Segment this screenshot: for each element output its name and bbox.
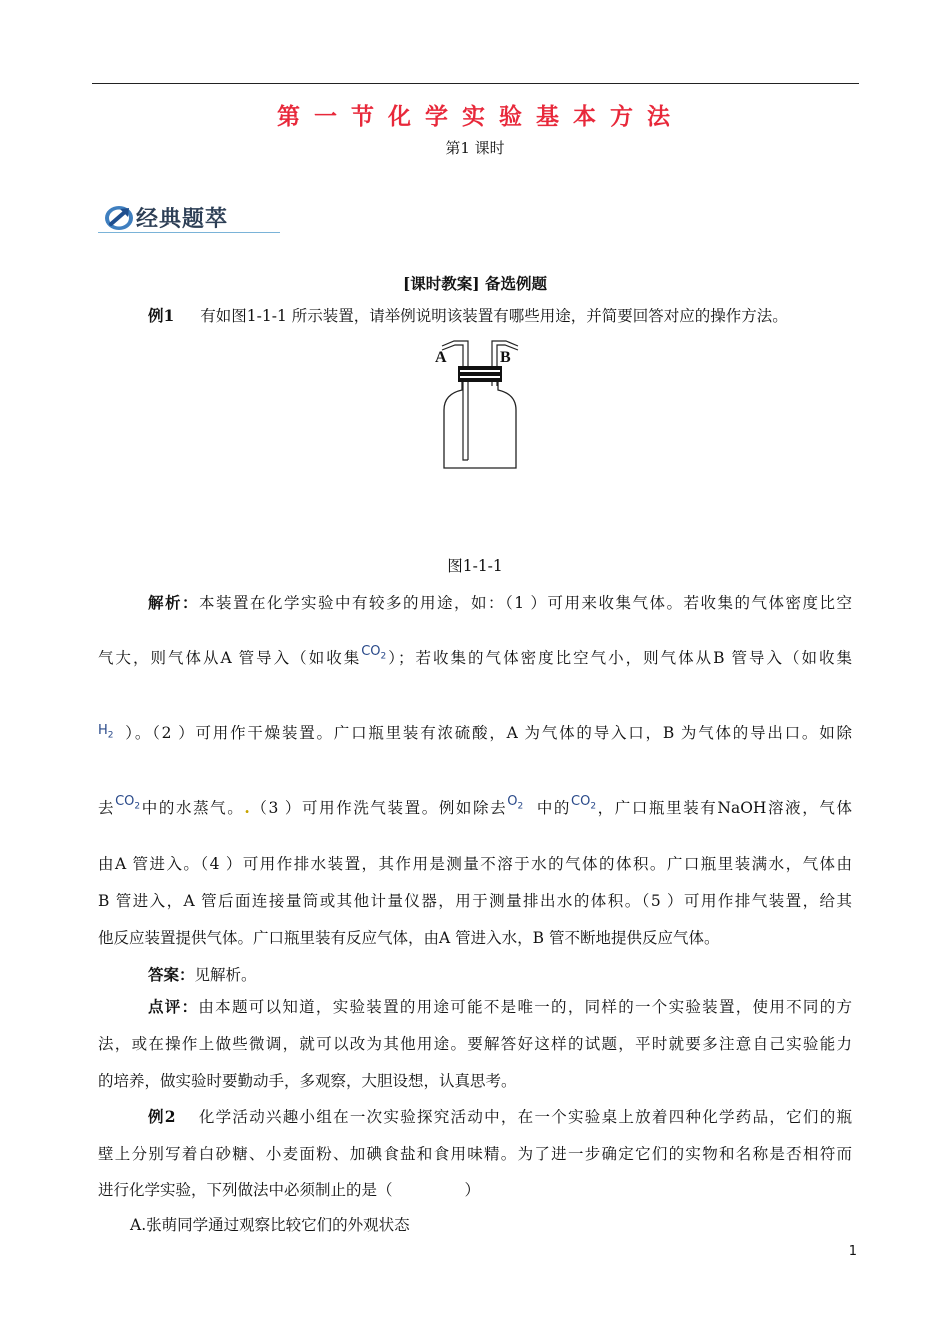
- answer-label: 答案：: [148, 965, 195, 984]
- page-number: 1: [848, 1244, 857, 1259]
- analysis-line-5: 由A 管进入。（4 ）可用作排水装置，其作用是测量不溶于水的气体的体积。广口瓶里装满水，气体由: [98, 855, 852, 873]
- example1-line: [148, 304, 788, 326]
- example1-label: 例1: [148, 306, 175, 325]
- answer-text: 见解析。: [194, 966, 257, 984]
- section-heading: [课时教案] 备选例题: [402, 274, 548, 293]
- example2-line-3: 进行化学实验，下列做法中必须制止的是（ ）: [98, 1181, 481, 1199]
- comment-line-2: 法，或在操作上做些微调，就可以改为其他用途。要解答好这样的试题，平时就要多注意自己实验能力: [98, 1035, 852, 1053]
- page-subtitle: 第1 课时: [445, 139, 505, 157]
- formula-co2: CO2: [571, 794, 597, 812]
- example2-line-1: 例2 化学活动兴趣小组在一次实验探究活动中，在一个实验桌上放着四种化学药品，它们的瓶: [148, 1107, 852, 1126]
- figure-label-a: A: [435, 349, 447, 366]
- figure-label-b: B: [500, 349, 511, 366]
- analysis-line-6: B 管进入，A 管后面连接量筒或其他计量仪器，用于测量排出水的体积。（5 ）可用作排气装置，给其: [98, 892, 852, 910]
- analysis-line-3: $^{H_2}$ ）。（2 ）可用作干燥装置。广口瓶里装有浓硫酸，A 为气体的导入口，B 为气体的导出口。如除: [98, 723, 852, 742]
- analysis-line-4: 去$^{CO_2}$中的水蒸气。.（3 ）可用作洗气装置。例如除去$^{O_2}$ 中的$^{CO_2}$，广口瓶里装有NaOH溶液，气体: [98, 794, 852, 817]
- gas-bottle-figure: [430, 338, 530, 478]
- comment-line-1: 点评：由本题可以知道，实验装置的用途可能不是唯一的，同样的一个实验装置，使用不同的方: [148, 997, 852, 1016]
- formula-co2: CO2: [115, 794, 141, 812]
- header-rule: [92, 83, 859, 84]
- section-banner: [98, 198, 280, 238]
- example2-option-a: A.张萌同学通过观察比较它们的外观状态: [130, 1216, 410, 1234]
- formula-co2: CO2: [361, 644, 387, 662]
- analysis-line-1: 解析：本装置在化学实验中有较多的用途，如：（1 ）可用来收集气体。若收集的气体密度比空: [148, 593, 852, 612]
- formula-h2: H2: [98, 723, 114, 741]
- analysis-label: 解析：: [148, 593, 199, 612]
- example2-line-2: 壁上分别写着白砂糖、小麦面粉、加碘食盐和食用味精。为了进一步确定它们的实物和名称是否相符而: [98, 1145, 852, 1163]
- comment-line-3: 的培养，做实验时要勤动手，多观察，大胆设想，认真思考。: [98, 1072, 517, 1090]
- arrow-circle-icon: [102, 200, 136, 234]
- formula-o2: O2: [507, 794, 524, 812]
- example2-label: 例2: [148, 1107, 176, 1126]
- example1-question: 有如图1-1-1 所示装置，请举例说明该装置有哪些用途，并简要回答对应的操作方法。: [200, 307, 788, 325]
- comment-label: 点评：: [148, 997, 199, 1016]
- figure-caption: 图1-1-1: [447, 557, 503, 575]
- page-title: 第 一 节 化 学 实 验 基 本 方 法: [276, 103, 674, 130]
- analysis-line-7: 他反应装置提供气体。广口瓶里装有反应气体，由A 管进入水，B 管不断地提供反应气体。: [98, 929, 720, 947]
- banner-label: 经典题萃: [136, 206, 229, 232]
- banner-underline: [98, 232, 280, 233]
- answer-line: [148, 963, 257, 985]
- analysis-line-2: 气大，则气体从A 管导入（如收集$^{CO_2}$）；若收集的气体密度比空气小，则气体从B 管导入（如收集: [98, 644, 852, 667]
